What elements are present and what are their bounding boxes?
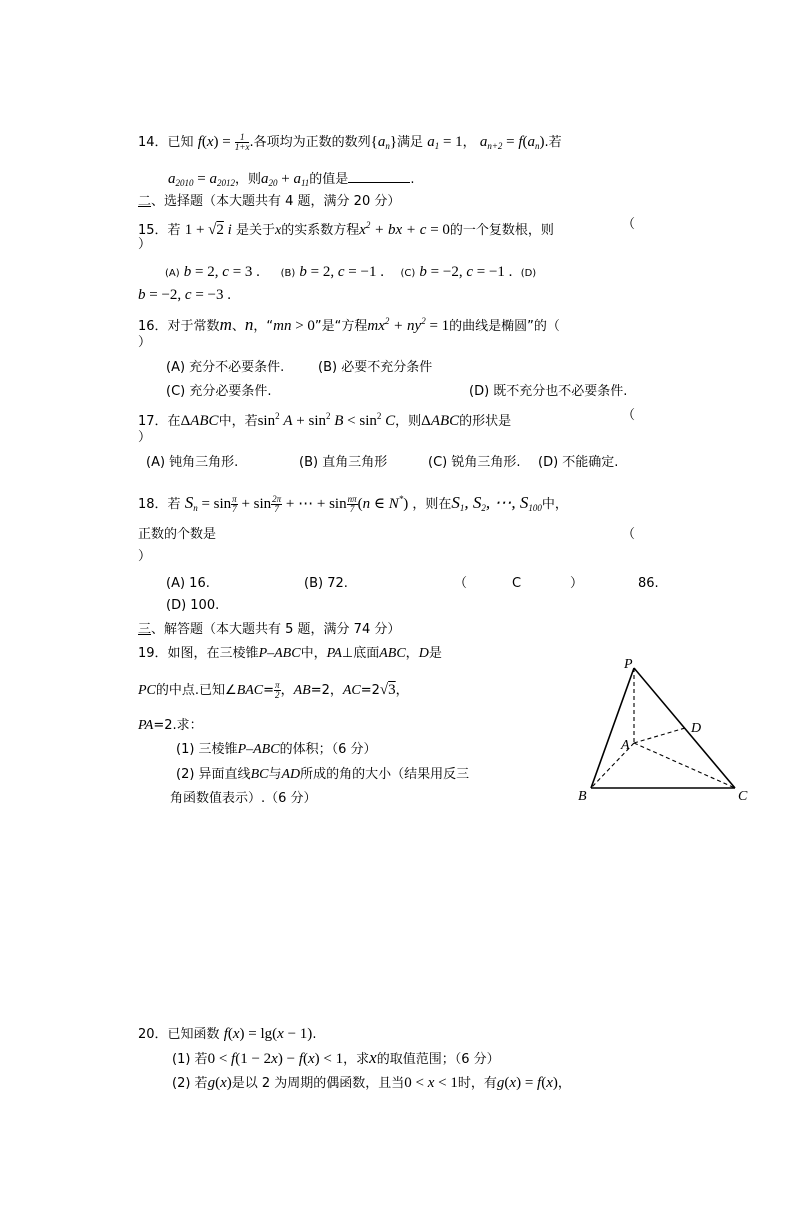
q15-optC-cv: = −1 . [473,264,513,280]
q15-optD: b [138,287,146,303]
q19-frac: $\frac{\pi}{2}$ [275,680,280,700]
q14-line2 [168,170,414,192]
q20-f3: f [537,1075,542,1091]
q15-optD-v: = −2, [145,287,185,303]
q14-a20: $a_{20}$ [260,171,278,188]
q15-optA-label: (A) [165,268,180,279]
q17-tri2: Δ [421,413,431,429]
section2-label: 二 [138,194,152,209]
q19-l2e: ， [280,683,294,698]
q15-optA-c: c [222,264,229,280]
q15-optC: b [419,264,427,280]
q17-plus: + $\sin^2$ [292,411,331,429]
q18-in: ∈ [370,496,389,512]
q17-text4: 的形状是 [459,414,512,429]
q14-a2010: $a_{2010}$ [168,171,194,188]
q14-paren: ( [201,134,207,150]
section3-text: 、解答题（本大题共有 5 题，满分 74 分） [151,622,401,637]
q20-f3p2: ) [552,1075,558,1091]
q20-x2: x [277,1026,284,1042]
label-B: B [578,789,587,804]
q19-l2i: =2 [360,683,380,698]
q14-an3: $a_n$ [527,134,540,151]
q20-line1 [138,1025,316,1044]
q18-line1 [138,490,568,517]
q15-optC-v: = −2, [426,264,467,280]
q15-optB-cv: = −1 . [344,264,384,280]
edge-AD [634,728,685,743]
q19-p2d: AD [281,767,301,782]
q15-paren: （ [622,217,636,232]
q19-p2e: 所成的角的大小（结果用反三 [300,767,470,782]
q14-paren2: ) = [213,134,231,150]
section2-text: 、选择题（本大题共有 4 题，满分 20 分） [151,194,401,209]
section2-heading [138,193,400,211]
q16-mn0: > 0 [291,318,315,334]
pyramid-figure [570,650,760,810]
q19-l1c: 中， [300,646,327,661]
q19-p2a: (2) 异面直线 [176,767,251,782]
q17-optD[interactable]: (D) 不能确定. [538,455,619,470]
q19-l3a: PA [138,718,154,733]
q20-gp2: ) [226,1075,232,1091]
q14-x: x [206,134,214,150]
q17-C: C [385,413,396,429]
q20-range2: < 1 [434,1075,458,1091]
q19-p2c: 与 [268,767,282,782]
q14-text3: 满足 [397,135,424,150]
q17-text2: 中，若 [218,414,258,429]
q14-answer-blank[interactable] [348,170,410,183]
q16-optA[interactable]: (A) 充分不必要条件. [166,360,285,375]
q20-p2a: (2) 若 [172,1076,208,1091]
q20-g2x: x [509,1075,517,1091]
q20-f2: f [298,1051,303,1067]
q15-optD-cv: = −3 . [191,287,232,303]
q20-part1 [172,1049,500,1069]
q16-eq: $mx^2 + ny^2$ [367,316,426,334]
q17-optA[interactable]: (A) 钝角三角形. [146,455,239,470]
q19-l1f: ABC [379,646,406,661]
q18-optD[interactable]: (D) 100. [166,598,220,613]
q18-Sn: $S_n$ [184,493,198,513]
q14-a11: $a_{11}$ [293,171,310,188]
q18-cond2: ) [403,496,409,512]
q18-n: n [362,496,371,512]
q18-number: 18． [138,497,168,512]
label-P: P [624,657,633,672]
q17-B: B [334,413,344,429]
q16-text2: 、 [231,319,245,334]
q15-text1: 若 [167,223,181,238]
q18-optC-value: 86. [638,576,659,591]
q14-eq2: = [502,134,519,150]
q20-x4: x [307,1051,315,1067]
q15-line1 [138,216,636,240]
q20-f: f [223,1026,228,1042]
q17-abc: ABC [190,413,219,429]
q20-ineq: 0 < [207,1051,232,1067]
q20-g: g [207,1075,216,1091]
edge-AC [634,743,735,788]
q15-text2: 是关于 [235,223,275,238]
q19-l1g: ， [405,646,419,661]
q16-text4: ”是“方程 [314,319,368,334]
q17-tri: Δ [180,413,191,429]
q14-number: 14． [138,135,168,150]
q19-line1 [138,645,442,663]
q19-l1h: D [418,646,429,661]
q20-xv: x [369,1048,377,1067]
q19-l1i: 是 [428,646,442,661]
q15-root: 1 + √2 [184,222,224,238]
q16-text1: 对于常数 [167,319,220,334]
q20-period: . [312,1027,317,1042]
q20-ineq5: ) < 1 [314,1051,344,1067]
q16-n: n [244,315,254,334]
q20-gx: x [220,1075,227,1091]
q17-close: ） [138,430,152,445]
section3-label: 三 [138,622,152,637]
q15-optC-label: (C) [400,268,416,279]
q19-l1a: 如图，在三棱锥 [167,646,259,661]
q18-frac3: $\frac{n\pi}{7}$ [347,494,357,514]
q15-i: i [227,222,232,238]
q14-plus: + [277,171,294,187]
q15-optD-line [138,286,231,305]
q18-eq: = sin [197,496,232,512]
q15-optB-label: (B) [280,268,296,279]
q16-optD[interactable]: (D) 既不充分也不必要条件. [469,384,628,399]
q14-text6: ，则 [234,172,261,187]
q16-optC[interactable]: (C) 充分必要条件. [166,384,272,399]
q20-part2 [172,1074,571,1093]
q14-p: ( [522,134,528,150]
q19-l2f: AB [293,683,311,698]
q20-ineq3: ) − [277,1051,299,1067]
q17-number: 17． [138,414,168,429]
q14-fan: f [518,134,523,150]
q14-text5: .若 [544,135,562,150]
q20-p2d: ， [557,1076,571,1091]
q19-line3 [138,717,203,735]
q15-optB-v: = 2, [306,264,338,280]
q18-text3: 中， [541,497,568,512]
label-A: A [621,738,630,753]
q19-l1b: P–ABC [258,646,301,661]
q18-optC-paren1: （ [454,576,468,591]
section3-heading [138,621,400,639]
q18-close: ） [138,549,152,564]
q16-line1 [138,312,560,336]
q20-f3x: x [546,1075,553,1091]
q19-part2 [176,766,469,784]
q19-l1e: ⊥底面 [341,646,380,661]
q15-optA-v: = 2, [191,264,223,280]
label-C: C [738,789,748,804]
q18-optC-label[interactable]: C [512,576,522,591]
q19-l2c: BAC [236,683,264,698]
q14-text2: .各项均为正数的数列 [249,135,371,150]
q19-l2j: ， [395,683,409,698]
q18-optC-paren2: ） [570,576,584,591]
q15-optB: b [299,264,307,280]
q20-def: ) = lg( [239,1026,278,1042]
q14-formula-f: f [197,134,202,150]
q17-A: A [283,413,293,429]
q14-a2012: $a_{2012}$ [209,171,235,188]
q16-text3: ，“ [253,319,274,334]
q14-text7: 的值是 [309,172,349,187]
q15-number: 15． [138,223,168,238]
q17-text1: 在 [167,414,181,429]
q17-paren: （ [622,408,636,423]
q18-N: N* [388,494,404,512]
q15-eq0: = 0 [426,222,450,238]
q14-frac: $\frac{1}{1+x}$ [234,132,250,152]
q20-number: 20． [138,1027,168,1042]
q16-eq1: = 1 [425,318,450,334]
q16-number: 16． [138,319,168,334]
q14-set: { [370,134,378,150]
q15-x: x [274,223,282,238]
q18-cond: ( [357,496,363,512]
q20-g2: g [496,1075,505,1091]
q14-line1 [138,133,562,155]
q15-optB-c: c [337,264,345,280]
q15-close: ） [138,237,152,252]
q15-optC-c: c [466,264,474,280]
q20-p1c: 的取值范围；（6 分） [376,1052,500,1067]
q20-f1: f [231,1051,236,1067]
q19-p1b: P–ABC [237,742,280,757]
q18-dots: + ⋯ + sin [282,496,347,512]
q15-optA-cv: = 3 . [228,264,260,280]
q20-p1a: (1) 若 [172,1052,208,1067]
q17-ineq: $\sin^2$ [257,411,280,429]
q19-part1 [176,741,376,759]
q20-ineq2: (1 − 2 [235,1051,272,1067]
q19-sqrt3: √3 [379,682,396,698]
q19-l2h: AC [342,683,361,698]
q14-eq3: = [193,171,210,187]
q14-a1: $a_1$ [427,134,440,151]
q15-options [165,263,536,283]
q17-lt: < $\sin^2$ [343,411,382,429]
q19-p1a: (1) 三棱锥 [176,742,238,757]
q20-p1b: ，求 [343,1052,370,1067]
q20-x: x [232,1026,240,1042]
q19-l2d: = [263,683,275,698]
q18-text2: ，则在 [412,497,452,512]
q19-l3b: =2.求： [153,718,203,733]
q15-optD-label: (D) [520,268,537,279]
label-D: D [691,721,702,736]
q14-set2: } [389,134,398,150]
q20-text1: 已知函数 [167,1027,220,1042]
q19-number: 19． [138,646,168,661]
q20-p2c: 时，有 [457,1076,497,1091]
q18-seq: $S_1$, $S_2$, ⋯, $S_{100}$ [451,493,542,513]
q20-gp: ( [215,1075,221,1091]
q14-comma: ， [462,135,476,150]
q14-period: . [410,172,415,187]
q14-an: $a_n$ [377,134,390,151]
q14-text: 已知 [167,135,194,150]
q18-line2: 正数的个数是 [138,527,217,542]
q18-frac1: $\frac{\pi}{7}$ [232,494,237,514]
edge-PB [591,668,634,788]
q15-eq: $x^2$ + bx + c [359,220,427,238]
q19-p1c: 的体积；（6 分） [279,742,377,757]
q20-x3: x [271,1051,278,1067]
q18-optB[interactable]: (B) 72. [304,576,348,591]
q18-optA[interactable]: (A) 16. [166,576,210,591]
q16-text5: 的曲线是椭圆”的（ [449,319,560,334]
q15-optA: b [183,264,192,280]
q16-m: m [219,315,232,334]
q20-p1: ( [227,1026,233,1042]
q15-text4: 的一个复数根，则 [449,223,554,238]
q19-l1d: PA [326,646,342,661]
q18-text1: 若 [167,497,181,512]
q20-p2b: 是以 2 为周期的偶函数，且当 [231,1076,405,1091]
q19-p2b: BC [250,767,269,782]
q19-l2b: 的中点.已知∠ [155,683,237,698]
q19-part2-cont: 角函数值表示）.（6 分） [170,791,317,806]
q20-f3p: ( [541,1075,547,1091]
q20-range: 0 < [404,1075,428,1091]
q14-eq1: = 1 [439,134,463,150]
q20-g2p: ( [504,1075,510,1091]
q19-l2g: =2， [310,683,343,698]
q15-text3: 的实系数方程 [281,223,360,238]
q19-line2 [138,681,409,700]
q20-ineq4: ( [302,1051,308,1067]
q18-frac2: $\frac{2\pi}{7}$ [272,494,282,514]
q20-def2: − 1) [283,1026,313,1042]
q15-optD-c: c [184,287,192,303]
q17-text3: ，则 [395,414,422,429]
q20-rx: x [427,1075,435,1091]
q19-l2a: PC [138,683,156,698]
q16-mn: mn [273,318,292,334]
q16-optB[interactable]: (B) 必要不充分条件 [318,360,433,375]
q14-an2: $a_{n+2}$ [479,134,503,151]
q18-paren: （ [622,527,636,542]
q20-g2eq: ) = [516,1075,538,1091]
q16-close: ） [138,335,152,350]
q14-p2: ) [539,134,545,150]
q17-abc2: ABC [430,413,460,429]
q18-plus: + sin [237,496,272,512]
q17-optC[interactable]: (C) 锐角三角形. [428,455,521,470]
q17-optB[interactable]: (B) 直角三角形 [299,455,388,470]
q17-line1 [138,407,636,431]
